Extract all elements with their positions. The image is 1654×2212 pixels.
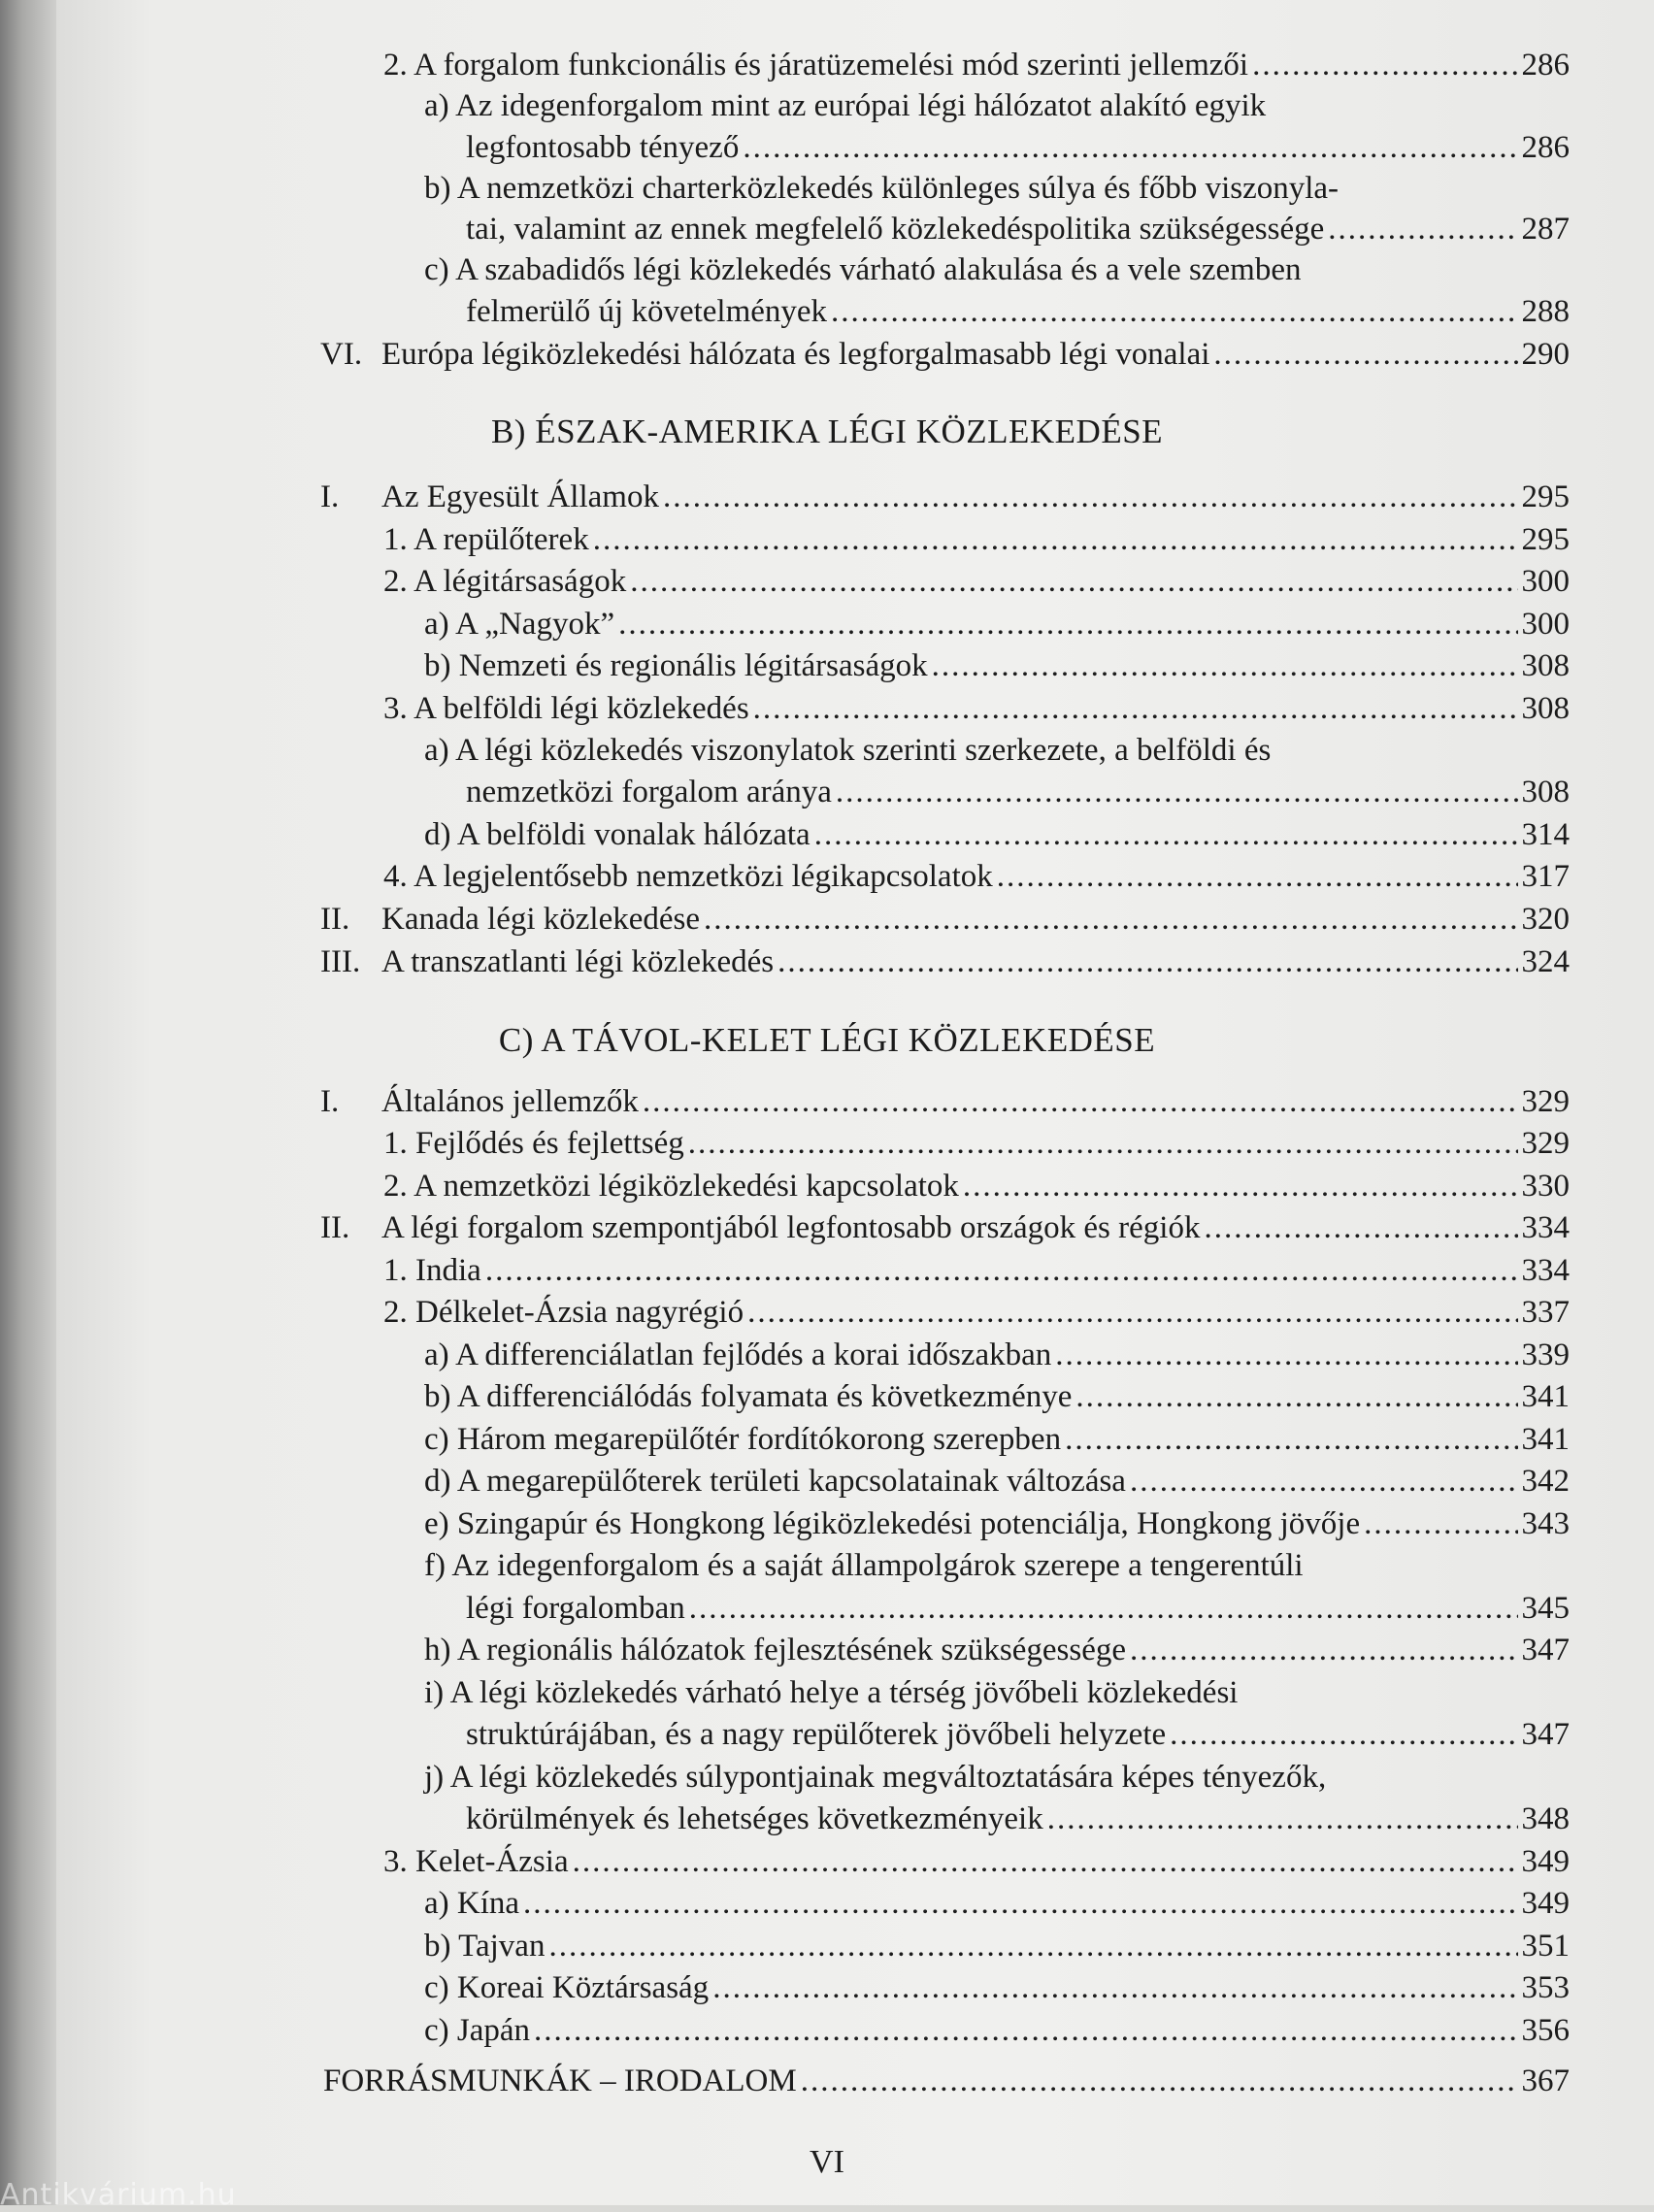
toc-entry-text: a) A differenciálatlan fejlődés a korai időszakban <box>424 1337 1052 1372</box>
toc-entry-text: 2. A forgalom funkcionális és járatüzemelési mód szerinti jellemzői <box>383 48 1249 83</box>
toc-entry <box>466 209 1570 249</box>
watermark: Antikvárium.hu <box>0 2178 237 2212</box>
toc-entry-page: 347 <box>1521 1717 1570 1752</box>
toc-entry-text: a) A „Nagyok” <box>424 607 615 642</box>
toc-roman-numeral: I. <box>320 1084 340 1119</box>
toc-entry-page: 343 <box>1521 1506 1570 1541</box>
toc-entry <box>424 1376 1570 1417</box>
toc-entry <box>424 1757 1570 1798</box>
toc-entry-page: 341 <box>1521 1422 1570 1457</box>
toc-entry-text: struktúrájában, és a nagy repülőterek jövőbeli helyzete <box>466 1717 1167 1752</box>
toc-entry-text: körülmények és lehetséges következményeik <box>466 1801 1043 1836</box>
toc-entry-page: 308 <box>1521 648 1570 683</box>
toc-entry-page: 334 <box>1521 1210 1570 1245</box>
toc-entry <box>424 1630 1570 1670</box>
toc-entry <box>383 45 1570 85</box>
toc-entry-text: c) Koreai Köztársaság <box>424 1970 710 2005</box>
toc-entry-page: 341 <box>1521 1379 1570 1414</box>
toc-entry-page: 295 <box>1521 522 1570 557</box>
toc-entry-text: A transzatlanti légi közlekedés <box>381 944 775 979</box>
toc-entry-text: c) Japán <box>424 2013 531 2048</box>
toc-entry-page: 345 <box>1521 1591 1570 1626</box>
toc-entry-text: Az Egyesült Államok <box>381 479 659 514</box>
toc-entry <box>383 519 1570 560</box>
toc-entry-page: 320 <box>1521 902 1570 937</box>
toc-entry-page: 349 <box>1521 1886 1570 1921</box>
toc-entry-text: 1. Fejlődés és fejlettség <box>383 1126 684 1161</box>
toc-entry-text: d) A belföldi vonalak hálózata <box>424 817 810 852</box>
toc-entry-page: 286 <box>1521 48 1570 83</box>
toc-entry-page: 351 <box>1521 1929 1570 1964</box>
toc-roman-numeral: II. <box>320 1210 350 1245</box>
toc-entry <box>381 477 1570 517</box>
toc-roman-numeral: VI. <box>320 337 363 372</box>
toc-entry <box>381 334 1570 375</box>
toc-entry-text: FORRÁSMUNKÁK – IRODALOM <box>323 2063 797 2098</box>
toc-entry-page: 286 <box>1521 130 1570 165</box>
toc-entry-page: 308 <box>1521 775 1570 809</box>
toc-entry <box>424 1335 1570 1375</box>
toc-entry-text: tai, valamint az ennek megfelelő közlekedéspolitika szükségessége <box>466 212 1325 247</box>
toc-entry <box>466 1588 1570 1629</box>
toc-entry-page: 314 <box>1521 817 1570 852</box>
toc-entry-page: 334 <box>1521 1253 1570 1288</box>
toc-entry-text: 2. A légitársaságok <box>383 564 627 599</box>
toc-entry-text: Európa légiközlekedési hálózata és legforgalmasabb légi vonalai <box>381 337 1210 372</box>
toc-entry-text: e) Szingapúr és Hongkong légiközlekedési potenciálja, Hongkong jövője <box>424 1506 1361 1541</box>
toc-entry <box>466 1714 1570 1755</box>
toc-entry <box>383 688 1570 729</box>
toc-entry-text: f) Az idegenforgalom és a saját állampolgárok szerepe a tengerentúli <box>424 1548 1304 1583</box>
toc-roman-numeral: I. <box>320 479 340 514</box>
toc-entry-text: 3. A belföldi légi közlekedés <box>383 691 749 726</box>
toc-entry-text: j) A légi közlekedés súlypontjainak megváltoztatására képes tényezők, <box>424 1760 1327 1795</box>
toc-entry <box>383 1123 1570 1164</box>
toc-entry-text: légi forgalomban <box>466 1591 685 1626</box>
toc-entry-text: a) A légi közlekedés viszonylatok szerinti szerkezete, a belföldi és <box>424 733 1272 768</box>
toc-entry-text: b) A differenciálódás folyamata és következménye <box>424 1379 1073 1414</box>
toc-entry-page: 288 <box>1521 294 1570 329</box>
toc-entry <box>424 730 1570 771</box>
toc-entry <box>383 1841 1570 1882</box>
toc-entry-page: 290 <box>1521 337 1570 372</box>
toc-entry <box>383 561 1570 602</box>
toc-entry-page: 367 <box>1521 2063 1570 2098</box>
toc-entry-page: 330 <box>1521 1169 1570 1204</box>
toc-entry-text: Kanada légi közlekedése <box>381 902 701 937</box>
toc-entry-text: c) A szabadidős légi közlekedés várható alakulása és a vele szemben <box>424 252 1302 287</box>
toc-entry <box>381 941 1570 982</box>
toc-roman-numeral: II. <box>320 902 350 937</box>
toc-entry-text: b) Nemzeti és regionális légitársaságok <box>424 648 928 683</box>
toc-entry-page: 356 <box>1521 2013 1570 2048</box>
toc-entry-page: 329 <box>1521 1084 1570 1119</box>
toc-entry <box>424 168 1570 209</box>
toc-entry <box>424 1503 1570 1544</box>
toc-entry-page: 300 <box>1521 607 1570 642</box>
toc-entry <box>466 127 1570 168</box>
toc-entry <box>424 85 1570 126</box>
toc-entry-page: 295 <box>1521 479 1570 514</box>
toc-entry-page: 349 <box>1521 1844 1570 1879</box>
toc-entry-text: c) Három megarepülőtér fordítókorong szerepben <box>424 1422 1062 1457</box>
page-number: VI <box>810 2144 844 2180</box>
toc-entry-page: 339 <box>1521 1337 1570 1372</box>
toc-entry-page: 342 <box>1521 1464 1570 1499</box>
toc-entry-text: d) A megarepülőterek területi kapcsolatainak változása <box>424 1464 1126 1499</box>
toc-entry-page: 300 <box>1521 564 1570 599</box>
section-heading: C) A TÁVOL-KELET LÉGI KÖZLEKEDÉSE <box>498 1021 1156 1059</box>
toc-entry-text: 3. Kelet-Ázsia <box>383 1844 569 1879</box>
toc-entry <box>466 1799 1570 1839</box>
toc-entry <box>424 1926 1570 1966</box>
toc-entry <box>424 1419 1570 1460</box>
toc-entry-page: 337 <box>1521 1295 1570 1330</box>
toc-entry-text: 2. Délkelet-Ázsia nagyrégió <box>383 1295 744 1330</box>
toc-entry-text: b) A nemzetközi charterközlekedés különleges súlya és főbb viszonyla- <box>424 171 1340 206</box>
toc-entry-page: 347 <box>1521 1633 1570 1667</box>
toc-entry <box>383 1166 1570 1206</box>
toc-roman-numeral: III. <box>320 944 361 979</box>
section-heading: B) ÉSZAK-AMERIKA LÉGI KÖZLEKEDÉSE <box>490 413 1164 450</box>
toc-entry <box>381 1207 1570 1248</box>
toc-entry-text: nemzetközi forgalom aránya <box>466 775 832 809</box>
toc-entry <box>381 899 1570 940</box>
toc-entry <box>466 291 1570 332</box>
toc-entry-page: 308 <box>1521 691 1570 726</box>
toc-entry <box>424 1967 1570 2008</box>
toc-entry <box>383 1250 1570 1291</box>
toc-entry <box>424 1672 1570 1713</box>
toc-entry <box>424 1883 1570 1924</box>
toc-entry-text: 2. A nemzetközi légiközlekedési kapcsolatok <box>383 1169 959 1204</box>
toc-entry <box>424 814 1570 855</box>
toc-entry-text: 1. India <box>383 1253 481 1288</box>
toc-entry-page: 329 <box>1521 1126 1570 1161</box>
toc-entry-page: 317 <box>1521 859 1570 894</box>
toc-entry <box>424 249 1570 290</box>
toc-entry <box>381 1081 1570 1122</box>
toc-entry-text: 4. A legjelentősebb nemzetközi légikapcsolatok <box>383 859 993 894</box>
toc-entry <box>424 604 1570 644</box>
toc-entry-text: legfontosabb tényező <box>466 130 740 165</box>
toc-entry-page: 348 <box>1521 1801 1570 1836</box>
toc-entry-text: h) A regionális hálózatok fejlesztésének szükségessége <box>424 1633 1127 1667</box>
toc-entry-text: felmerülő új követelmények <box>466 294 828 329</box>
toc-entry-text: 1. A repülőterek <box>383 522 589 557</box>
toc-entry-text: a) Kína <box>424 1886 520 1921</box>
toc-entry-page: 287 <box>1521 212 1570 247</box>
toc-entry-text: i) A légi közlekedés várható helye a térség jövőbeli közlekedési <box>424 1675 1239 1710</box>
toc-entry-text: b) Tajvan <box>424 1929 546 1964</box>
toc-entry <box>424 2010 1570 2051</box>
toc-entry-text: a) Az idegenforgalom mint az európai légi hálózatot alakító egyik <box>424 88 1267 123</box>
toc-entry <box>424 645 1570 686</box>
toc-entry-page: 324 <box>1521 944 1570 979</box>
toc-entry <box>466 772 1570 812</box>
toc-entry <box>383 856 1570 897</box>
toc-entry <box>383 1292 1570 1333</box>
toc-entry-text: A légi forgalom szempontjából legfontosabb országok és régiók <box>381 1210 1201 1245</box>
toc-entry <box>424 1545 1570 1586</box>
toc-entry <box>323 2061 1570 2101</box>
toc-entry-text: Általános jellemzők <box>381 1084 639 1119</box>
toc-entry <box>424 1461 1570 1502</box>
toc-entry-page: 353 <box>1521 1970 1570 2005</box>
